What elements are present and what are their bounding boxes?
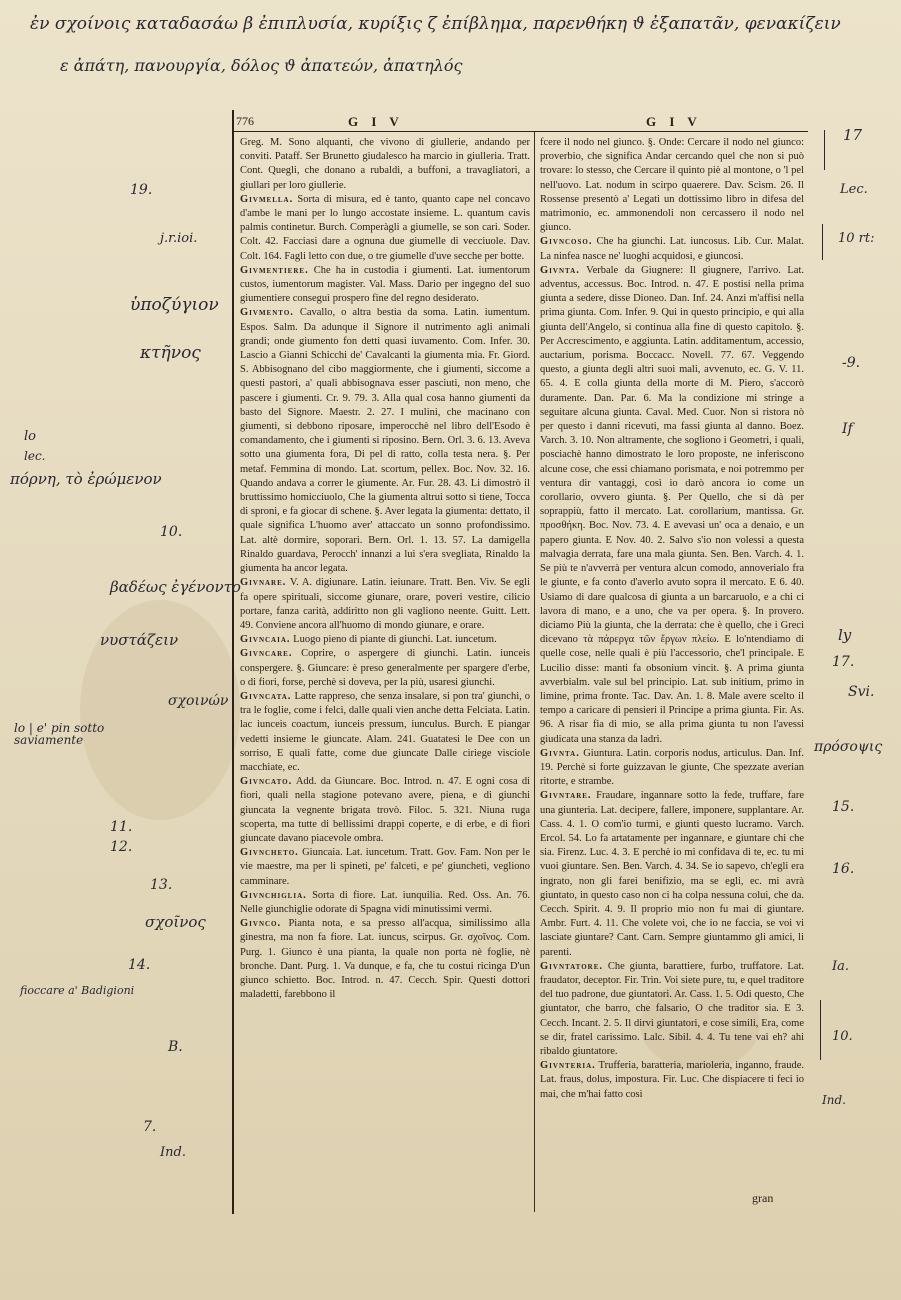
entry (240, 633, 530, 647)
entry (240, 690, 530, 775)
entry (240, 264, 530, 307)
margin-note: Lec. (840, 182, 868, 197)
entry-text: Luogo pieno di piante di giunchi. Lat. iuncetum. (293, 634, 497, 646)
entry-headword: Givncoso. (540, 236, 593, 248)
entry (240, 306, 530, 576)
margin-note: βαδέως ἐγένοντο (110, 578, 241, 596)
entry (240, 193, 530, 264)
margin-note: κτῆνος (140, 343, 201, 363)
entry-headword: Givncaia. (240, 634, 291, 646)
margin-note: σχοῖνος (145, 913, 206, 931)
entry (240, 889, 530, 917)
margin-note: 10. (832, 1029, 853, 1044)
margin-note: j.r.ioi. (160, 231, 198, 246)
entry-headword: Givncata. (240, 690, 292, 702)
margin-note: 11. (110, 819, 133, 835)
running-head-right: G I V (646, 114, 702, 129)
entry-text: Verbale da Giugnere: Il giugnere, l'arrivo. Lat. adventus, accessus. Boc. Introd. n. 47. E postisi nella prima giunta a sedere, disse Dioneo. Dan. Inf. 24. Anzi m'affisi nella prima giunta. Com. Infer. 9. Qui in questo principio, e qui alla giunta dell'Angelo, si continua alla fine di questo capitolo. §. Per Accrescimento, e aggiunta. Latin. additamentum, accessio, auctarium, porisma. Boccacc. Novell. 77. 67. Veggendo questo, a giunta degli altri suoi mali, avvenuto, ec. G. V. 11. 65. 4. E colla giunta della morte di M. Piero, s'accorò duramente. Dan. Par. 6. Ma la condizione mi stringe a seguitare alcuna giunta. Caval. Med. Cuor. Non si ristora nò per questo i danni ricevuti, ma fassi giunta al danno. Boez. Varch. 3. 10. Non altramente, che sogliono i Geometri, i quali, posciachè hanno dimostrato le loro proposte, ne inferiscono alcune cose, che essi chiamano porismata, e noi potremmo per ventura dir vantaggi, così io darò ancora io come un corollario, ovvero giunta. §. Per Quello, che si dà per soprappiù, fatto il mercato. Lat. corollarium, mantissa. Gr. προσθήκη. Boc. Nov. 73. 4. E avevasi un' oca a denaio, e un papero giunta. E Nov. 40. 2. Salvo s'io non volessi a questa malvagia derrata, fare una mala giunta. Sen. Ben. Varch. 4. 1. Se più te n'avverrà per ventura alcun comodo, annoverialo fra le giunte, e fa conto d'averlo avuto sopra il mercato. E 6. 40. Usiamo di dare qualcosa di giunta a un barcaruolo, e a chi ci lavora di mano, e a uno, che va per opera. §. In provero. diciamo Più la giunta, che la derrata: che è quello, che i Greci dicevano τὰ πάρεργα τῶν ἔργων πλείω. E lo'ntendiamo di quelle cose, nelle quali è più l'accessorio, che'l principale. E Lucilio disse: manti fa obsonium vincit. §. A prima giunta avverbialm. vale sul bel principio. Lat. sub initium, primo in limine, prima fronte. Tac. Dav. An. 1. 8. Male avere scelto il tempo a caricare di pensieri il Principe a prima giunta. Fir. As. 96. A risar fia di mio, se alla prima giunta tu non l'avessi giudicata una stanza da ladri. (540, 264, 804, 745)
pen-mark (820, 1000, 821, 1060)
entry (540, 960, 804, 1059)
margin-note: ὑποζύγιον (130, 295, 219, 315)
margin-note: πρόσοψις (814, 739, 883, 755)
margin-note: fioccare a' Badigioni (20, 984, 135, 997)
top-annotation-line-2: ε ἀπάτη, πανουργία, δόλος ϑ ἀπατεών, ἀπατηλός (60, 56, 463, 75)
margin-note: 16. (832, 861, 855, 877)
margin-note: νυστάζειν (100, 631, 179, 649)
running-head-left: G I V (348, 114, 404, 129)
margin-note: Ia. (832, 959, 850, 974)
entry-text: Cavallo, o altra bestia da soma. Latin. iumentum. Espos. Salm. Da adunque il Signore il nutrimento agli animali grandi; onde giumento fon detti quasi iuvamento. Com. Infer. 30. Lascio a Gianni Schicchi de' Cavalcanti la giumenta mia. Fr. Giord. S. Abbisognano del cibo maggiormente, che i giumenti, siccome a questi pastori, a' quali abbisognava esser pasciuti, non meno, che pascere i giumenti. Cr. 9. 79. 3. Alla qual cosa hanno giumenti da basto del Signore. Maestr. 2. 27. I mulini, che macinano con giumenti, si debbono riposare, imperocchè nel libro dell'Esodo è comandamento, che i giumenti si riposino. Bern. Orl. 3. 6. 13. Aveva sotto una giumenta fora, Di pel di ratto, colla testa nera. §. Per metaf. Femmina di mondo. Lat. scortum, pellex. Boc. Nov. 32. 16. Quando andava a correr le giumente. Ar. Fur. 28. 43. Li dimostrò il bruttissimo homicciuolo, Che la giumenta altrui sotto sì tiene, Tocca di sproni, e fa giocar di schene. §. Aver legata la giumenta: dettato, il quale significa L'huomo aver' attaccato un sonno profondissimo. Lat. altè dormire, soporari. Bern. Orl. 1. 13. 57. La damigella Rinaldo guardava, Perocch' innanzi a lui s'era svegliata, Rinaldo la giumenta ha ancor legata. (240, 307, 530, 575)
entry (540, 1059, 804, 1102)
margin-note: 17. (832, 654, 855, 670)
entry (240, 846, 530, 889)
entry-headword: Givmento. (240, 307, 294, 319)
entry (540, 747, 804, 790)
pen-mark (822, 224, 823, 260)
entry-text: fcere il nodo nel giunco. §. Onde: Cercare il nodo nel giunco: proverbio, che significa Andar cercando quel che non si può trovare: lo stesso, che Cercare il quinto piè al montone, o 'l pel nell'uovo. Lat. nodum in scirpo quaerere. Dav. Scism. 26. Il Rossense presentò a' Legati un dottissimo libro in difesa del matrimonio, ec. ammonendoli non cercassero il nodo nel giunco. (540, 137, 804, 234)
margin-note: 15. (832, 799, 855, 815)
entry-text: V. A. digiunare. Latin. ieiunare. Tratt. Ben. Viv. Se egli fa opere spirituali, siccome giunare, orare, poveri vestire, cilicio portare, fanza carità, addiritto non gli vagliono neente. Guitt. Lett. 49. Conviene ancora all'huomo di mondo giunare, e orare. (240, 577, 530, 631)
margin-note: ly (838, 626, 852, 644)
entry-headword: Givnchiglia. (240, 889, 307, 901)
margin-note: lo (24, 429, 36, 444)
entry-headword: Givnare. (240, 577, 287, 589)
entry-text: Che ha in custodia i giumenti. Lat. iumentorum custos, iumentorum magister. Val. Mass. Dario per ingegno del suo giumentiere conseguì prospero fine del regno desiderato. (240, 264, 530, 305)
margin-note: 10. (160, 524, 183, 540)
margin-note: Svi. (848, 684, 875, 700)
entry (540, 789, 804, 959)
entry-headword: Givncheto. (240, 847, 299, 859)
entry (540, 235, 804, 263)
entry (240, 136, 530, 193)
entry (240, 647, 530, 690)
margin-note: 13. (150, 877, 173, 893)
catchword: gran (752, 1191, 774, 1205)
left-column (240, 136, 530, 1212)
right-column (540, 136, 804, 1212)
entry-headword: Givntare. (540, 790, 592, 802)
page-number: 776 (236, 114, 254, 128)
entry-text: Sorta di fiore. Lat. iunquilia. Red. Oss. An. 76. Nelle giunchiglie odorate di Spagna vidi minutissimi vermi. (240, 889, 530, 915)
pen-mark (824, 130, 825, 170)
margin-note: lec. (24, 449, 46, 463)
entry-headword: Givnteria. (540, 1060, 596, 1072)
entry (240, 576, 530, 633)
header-rule (234, 131, 808, 132)
margin-note: σχοινών (168, 693, 229, 709)
entry-headword: Givmentiere. (240, 264, 309, 276)
entry (240, 775, 530, 846)
margin-note: B. (168, 1039, 183, 1055)
margin-note: 12. (110, 839, 133, 855)
margin-note: πόρνη, τὸ ἐρώμενον (10, 470, 162, 488)
column-divider (534, 132, 535, 1212)
margin-note: 7. (143, 1119, 157, 1135)
margin-note: 19. (130, 182, 153, 198)
top-annotation-line-1: ἐν σχοίνοις καταδασάω β ἐπιπλυσία, κυρίξις ζ ἐπίβλημα, παρενθήκη ϑ ἐξαπατᾶν, φενακίζειν (30, 14, 841, 34)
entry-text: Latte rappreso, che senza insalare, si pon tra' giunchi, o tra le foglie, come i felci, dalle quali vien anche detta Felciata. Latin. lac iunceis coactum, iunceis pressum, iunculus. Burch. E piangar vedetti insieme le giuncate. Alam. 241. Guatatesi le Dee con un sorriso, E quali fatte, come due giuncate Dalle ciriege visciole macchiate, ec. (240, 690, 530, 773)
entry (540, 136, 804, 235)
entry-text: Greg. M. Sono alquanti, che vivono di giullerie, andando per conviti. Pataff. Ser Brunetto giudalesco ha marcio in giulleria. Tratt. Cont. Quegli, che donano a rubaldi, a buffoni, a travagliatori, a giullari per loro giullerie. (240, 137, 530, 191)
entry-headword: Givnco. (240, 918, 282, 930)
margin-note: lo | e' pin sotto saviamente (14, 721, 105, 747)
entry-headword: Givncato. (240, 776, 293, 788)
entry-text: Giuntura. Latin. corporis nodus, articulus. Dan. Inf. 19. Perchè si forte guizzavan le giunte, Che spezzate averian ritorte, e strambe. (540, 747, 804, 788)
entry-headword: Givntatore. (540, 960, 604, 972)
entry-headword: Givnta. (540, 264, 580, 276)
entry-headword: Givnta. (540, 747, 580, 759)
margin-note: 17 (843, 126, 863, 144)
entry-text: Pianta nota, e sa presso all'acqua, similissimo alla ginestra, ma non fa fiore. Lat. iuncus, scirpus. Gr. σχοῖνος. Com. Purg. 1. Giunco è una pianta, la quale non porta nè foglie, nè bronche. Dant. Purg. 1. Va dunque, e fa, che tu costui ricinga D'un giunco schietto. Boc. Introd. n. 47. Cecch. Spir. Questi dottori maladetti, farebbono il (240, 918, 530, 1001)
entry (540, 264, 804, 747)
margin-note: Ind. (822, 1093, 846, 1107)
entry (240, 917, 530, 1002)
entry-text: Sorta di misura, ed è tanto, quanto cape nel concavo d'ambe le mani per lo lungo accostate insieme. L. quantum cavis palmis continetur. Burch. Comperàgli a giumelle, se son cari. Soder. Colt. 42. Facciasi dare a ognuna due giumelle di vecciuole. Dav. Colt. 164. Fagli letto con due, o tre giumelle d'uve secche per botte. (240, 193, 530, 262)
entry-text: Trufferia, baratteria, mariolerìa, inganno, fraude. Lat. fraus, dolus, impostura. Fir. Luc. Che dispiacere ti feci io mai, che m'hai fatto così (540, 1060, 804, 1100)
margin-note: 10 rt: (838, 231, 875, 246)
entry-text: Che giunta, barattiere, furbo, truffatore. Lat. fraudator, deceptor. Fir. Trin. Voi siete pure, tu, e quel traditore del tuo padrone, due giuntatori. Ar. Cass. 1. 5. Odi questo, Che giuntator, che barro, che falsario, O che traditor sia. E 3. Cecch. Incant. 2. 5. Il dirvi giuntatori, e cose simili, Era, come se dir, fratel carissimo. Lalc. Sibil. 4. 4. Tu tene vai eh? ahi ribaldo giuntatore. (540, 960, 804, 1057)
entry-text: Che ha giunchi. Lat. iuncosus. Lib. Cur. Malat. La ninfea nasce ne' luoghi acquidosi, e giuncosi. (540, 236, 804, 262)
entry-headword: Givncare. (240, 648, 293, 660)
margin-note: 14. (128, 957, 151, 973)
entry-text: Fraudare, ingannare sotto la fede, truffare, fare una giunteria. Lat. decipere, fallere, imponere, supplantare. Ar. Cass. 4. 1. O com'io turmi, e giunti questo lucramo. Varch. Ercol. 54. Lo fa artatamente per ingannare, e giuntare chi che sia. Firenz. Luc. 4. 3. E perchè io mi confidava di te, ec. tu mi vuoi giuntare. Sen. Ben. Varch. 4. 34. Se io sapevo, ch'egli era ingrato, non gli farei benifizio, ma se egli, ec. mi avrà giuntato, in questo caso non ci ha colpa nessuna colui, che da. Cecch. Spirit. 4. 9. Il proprio mio non fu mai di giuntare. Ambr. Furt. 4. 11. Che volete voi, che io ne faccia, se voi vi lasciate giuntare? Cant. Carn. Sempre giuntammo gli amici, li parenti. (540, 790, 804, 958)
margin-note: -9. (842, 355, 861, 371)
entry-text: Coprire, o aspergere di giunchi. Latin. iunceis conspergere. §. Giuncare: è preso generalmente per spargere d'erbe, o di fiori, forse, perchè si doveva, per la più, usaresi giunchi. (240, 648, 530, 688)
margin-note: Ind. (160, 1145, 186, 1160)
entry-text: Giuncaia. Lat. iuncetum. Tratt. Gov. Fam. Non per le vie maestre, ma per li spineti, pe' falceti, e pe' giuncheti, vegliono camminare. (240, 847, 530, 887)
margin-note: If (842, 421, 853, 437)
entry-headword: Givmella. (240, 193, 294, 205)
entry-text: Add. da Giuncare. Boc. Introd. n. 47. E ogni cosa di fiori, quali nella stagione potevano avere, piena, e di giunchi giuncata la vegnente brigata trovò. Filoc. 5. 321. Niuna ruga scoperta, ma tutte di bellissimi drappi coperte, e di erbe, e di fiori giuncate davano piacevole ombra. (240, 776, 530, 844)
